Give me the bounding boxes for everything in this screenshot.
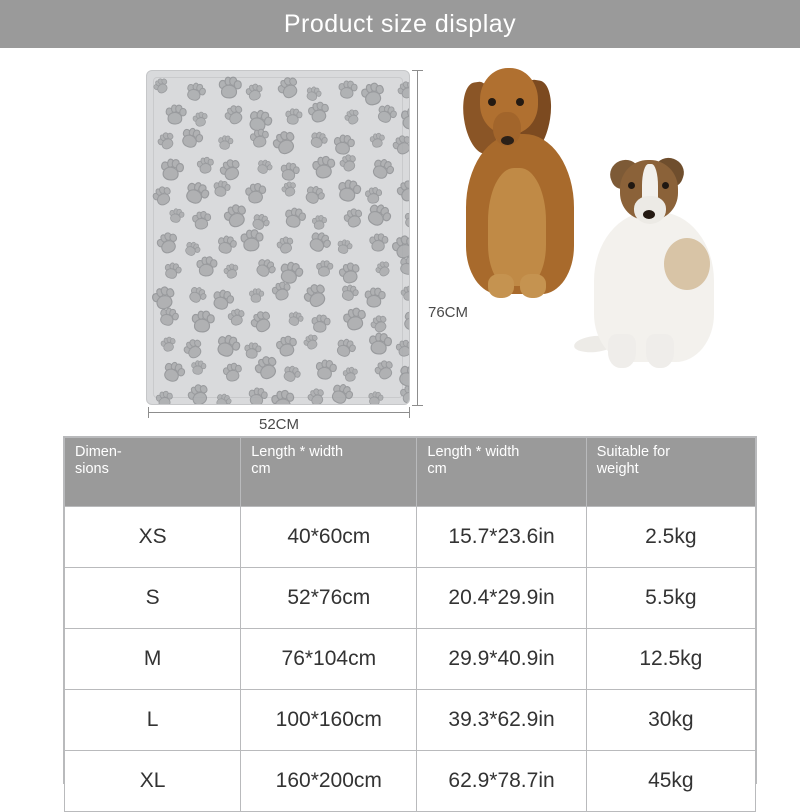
paw-icon [305, 387, 327, 405]
size-table [64, 437, 756, 812]
jack-russell-patch [664, 238, 710, 290]
cell-in: 20.4*29.9in [417, 568, 586, 629]
cell-weight: 5.5kg [586, 568, 755, 629]
paw-icon [149, 185, 173, 209]
cell-cm: 100*160cm [241, 690, 417, 751]
paw-icon [313, 359, 335, 381]
paw-icon [247, 309, 275, 337]
paw-icon [341, 367, 358, 384]
paw-icon [209, 287, 234, 312]
paw-icon [338, 282, 359, 303]
paw-icon [248, 128, 269, 149]
paw-icon [217, 76, 239, 98]
paw-icon [394, 339, 410, 358]
paw-icon [153, 230, 179, 256]
cell-weight: 12.5kg [586, 629, 755, 690]
paw-icon [400, 308, 410, 334]
paw-icon [164, 104, 185, 125]
column-header-length-width-cm-line2: cm [251, 461, 271, 477]
table-row [65, 568, 756, 629]
paw-icon [220, 202, 249, 231]
cell-in: 29.9*40.9in [417, 629, 586, 690]
paw-icon [336, 261, 361, 286]
paw-icon [393, 179, 410, 205]
paw-icon [402, 210, 410, 230]
paw-icon [284, 107, 301, 124]
paw-icon [274, 75, 302, 103]
paw-icon [305, 227, 332, 254]
dachshund-eye-right [516, 98, 524, 106]
paw-icon [310, 155, 335, 180]
paw-icon [185, 283, 207, 305]
paw-icon [154, 390, 173, 405]
paw-icon [398, 384, 410, 404]
paw-icon [274, 334, 298, 358]
cell-in: 15.7*23.6in [417, 507, 586, 568]
cell-size: XL [65, 751, 241, 812]
paw-icon [181, 178, 210, 207]
paw-icon [217, 135, 232, 150]
dachshund-paw-right [520, 274, 546, 298]
paw-icon [366, 390, 383, 405]
column-header-length-width-in-line1: Length * width [427, 444, 520, 460]
paw-icon [363, 287, 384, 308]
table-row [65, 507, 756, 568]
paw-icon [212, 331, 240, 359]
paw-icon [243, 183, 266, 206]
paw-icon [307, 129, 328, 150]
paw-icon [280, 363, 301, 384]
paw-icon [162, 261, 182, 281]
paw-icon [248, 288, 262, 302]
paw-icon [341, 207, 364, 230]
table-row [65, 751, 756, 812]
cell-size: L [65, 690, 241, 751]
paw-icon [244, 83, 264, 103]
paw-icon [167, 207, 184, 224]
paw-icon [243, 342, 260, 359]
cell-weight: 30kg [586, 690, 755, 751]
paw-icon [333, 335, 357, 359]
cell-cm: 40*60cm [241, 507, 417, 568]
dachshund-eye-left [488, 98, 496, 106]
paw-icon [299, 281, 329, 311]
paw-icon [190, 210, 210, 230]
paw-icon [158, 157, 182, 181]
height-dimension-label: 76CM [428, 304, 469, 321]
paw-icon [215, 233, 237, 255]
dachshund-nose [501, 136, 514, 145]
cell-cm: 160*200cm [241, 751, 417, 812]
dachshund-paw-left [488, 274, 514, 298]
paw-icon [398, 106, 410, 130]
cell-in: 39.3*62.9in [417, 690, 586, 751]
table-row [65, 690, 756, 751]
paw-icon [340, 307, 366, 333]
paw-icon [151, 77, 171, 97]
paw-print-pattern [147, 71, 409, 404]
paw-icon [368, 132, 385, 149]
paw-icon [342, 107, 361, 126]
column-header-dimensions [65, 438, 241, 507]
paw-icon [221, 362, 242, 383]
mat-surface [146, 70, 410, 405]
paw-icon [274, 235, 295, 256]
width-dimension-label: 52CM [258, 416, 299, 433]
paw-icon [394, 79, 410, 101]
paw-icon [211, 180, 229, 198]
dogs-photo [440, 48, 790, 428]
paw-icon [366, 331, 390, 355]
cell-size: XS [65, 507, 241, 568]
paw-icon [337, 152, 359, 174]
column-header-suitable-weight-line2: weight [596, 461, 639, 477]
jack-russell-eye-left [628, 182, 635, 189]
jack-russell-eye-right [662, 182, 669, 189]
paw-icon [160, 359, 186, 385]
paw-icon [269, 129, 299, 159]
paw-icon [246, 386, 266, 405]
jack-russell-leg-left [608, 334, 636, 368]
paw-icon [373, 260, 393, 280]
size-chart [63, 436, 757, 792]
jack-russell-illustration [568, 138, 758, 408]
paw-icon [399, 284, 410, 301]
column-header-length-width-cm-line1: Length * width [251, 444, 344, 460]
paw-icon [221, 262, 239, 280]
paw-icon [306, 100, 330, 124]
paw-icon [182, 238, 201, 257]
cell-in: 62.9*78.7in [417, 751, 586, 812]
column-header-length-width-in-line2: cm [427, 461, 447, 477]
column-header-suitable-weight-line1: Suitable for [596, 444, 671, 460]
paw-icon [374, 101, 398, 125]
paw-icon [156, 305, 179, 328]
paw-icon [335, 237, 352, 254]
paw-icon [159, 336, 176, 353]
paw-icon [180, 337, 205, 362]
paw-icon [191, 110, 208, 127]
paw-icon [371, 359, 395, 383]
dachshund-chest [488, 168, 546, 286]
table-header-row [65, 438, 756, 507]
paw-icon [184, 382, 211, 405]
paw-icon [337, 80, 356, 99]
paw-icon [195, 156, 214, 175]
paw-icon [269, 389, 294, 405]
cell-cm: 76*104cm [241, 629, 417, 690]
paw-icon [389, 134, 410, 158]
paw-icon [303, 84, 321, 102]
paw-icon [190, 311, 212, 333]
height-dimension-line [417, 70, 418, 406]
paw-icon [190, 360, 205, 375]
paw-icon [221, 103, 246, 128]
paw-icon [301, 183, 325, 207]
column-header-length-width-cm [241, 438, 417, 507]
paw-icon [269, 280, 292, 303]
paw-icon [278, 161, 298, 181]
column-header-dimensions-line1: Dimen- [75, 444, 122, 460]
paw-icon [368, 233, 387, 252]
paw-icon [368, 155, 395, 182]
product-diagram [0, 48, 800, 433]
paw-icon [226, 308, 246, 328]
cell-size: S [65, 568, 241, 629]
column-header-suitable-weight [586, 438, 755, 507]
page-title: Product size display [283, 10, 517, 38]
paw-icon [239, 228, 262, 251]
pet-mat-image [146, 70, 410, 405]
paw-icon [154, 131, 176, 153]
cell-size: M [65, 629, 241, 690]
jack-russell-leg-right [646, 334, 674, 368]
paw-icon [285, 310, 303, 328]
cell-weight: 45kg [586, 751, 755, 812]
paw-icon [213, 391, 232, 405]
paw-icon [183, 80, 206, 103]
paw-icon [282, 206, 306, 230]
paw-icon [311, 215, 326, 230]
paw-icon [252, 255, 277, 280]
width-dimension-line [148, 412, 410, 413]
cell-weight: 2.5kg [586, 507, 755, 568]
column-header-dimensions-line2: sions [75, 461, 109, 477]
paw-icon [301, 333, 320, 352]
paw-icon [315, 260, 331, 276]
column-header-length-width-in [417, 438, 586, 507]
paw-icon [254, 157, 273, 176]
paw-icon [310, 314, 329, 333]
cell-cm: 52*76cm [241, 568, 417, 629]
paw-icon [327, 380, 354, 405]
jack-russell-nose [643, 210, 655, 219]
paw-icon [178, 125, 204, 151]
paw-icon [335, 178, 361, 204]
paw-icon [407, 156, 410, 173]
paw-icon [279, 180, 298, 199]
paw-icon [195, 256, 216, 277]
table-row [65, 629, 756, 690]
